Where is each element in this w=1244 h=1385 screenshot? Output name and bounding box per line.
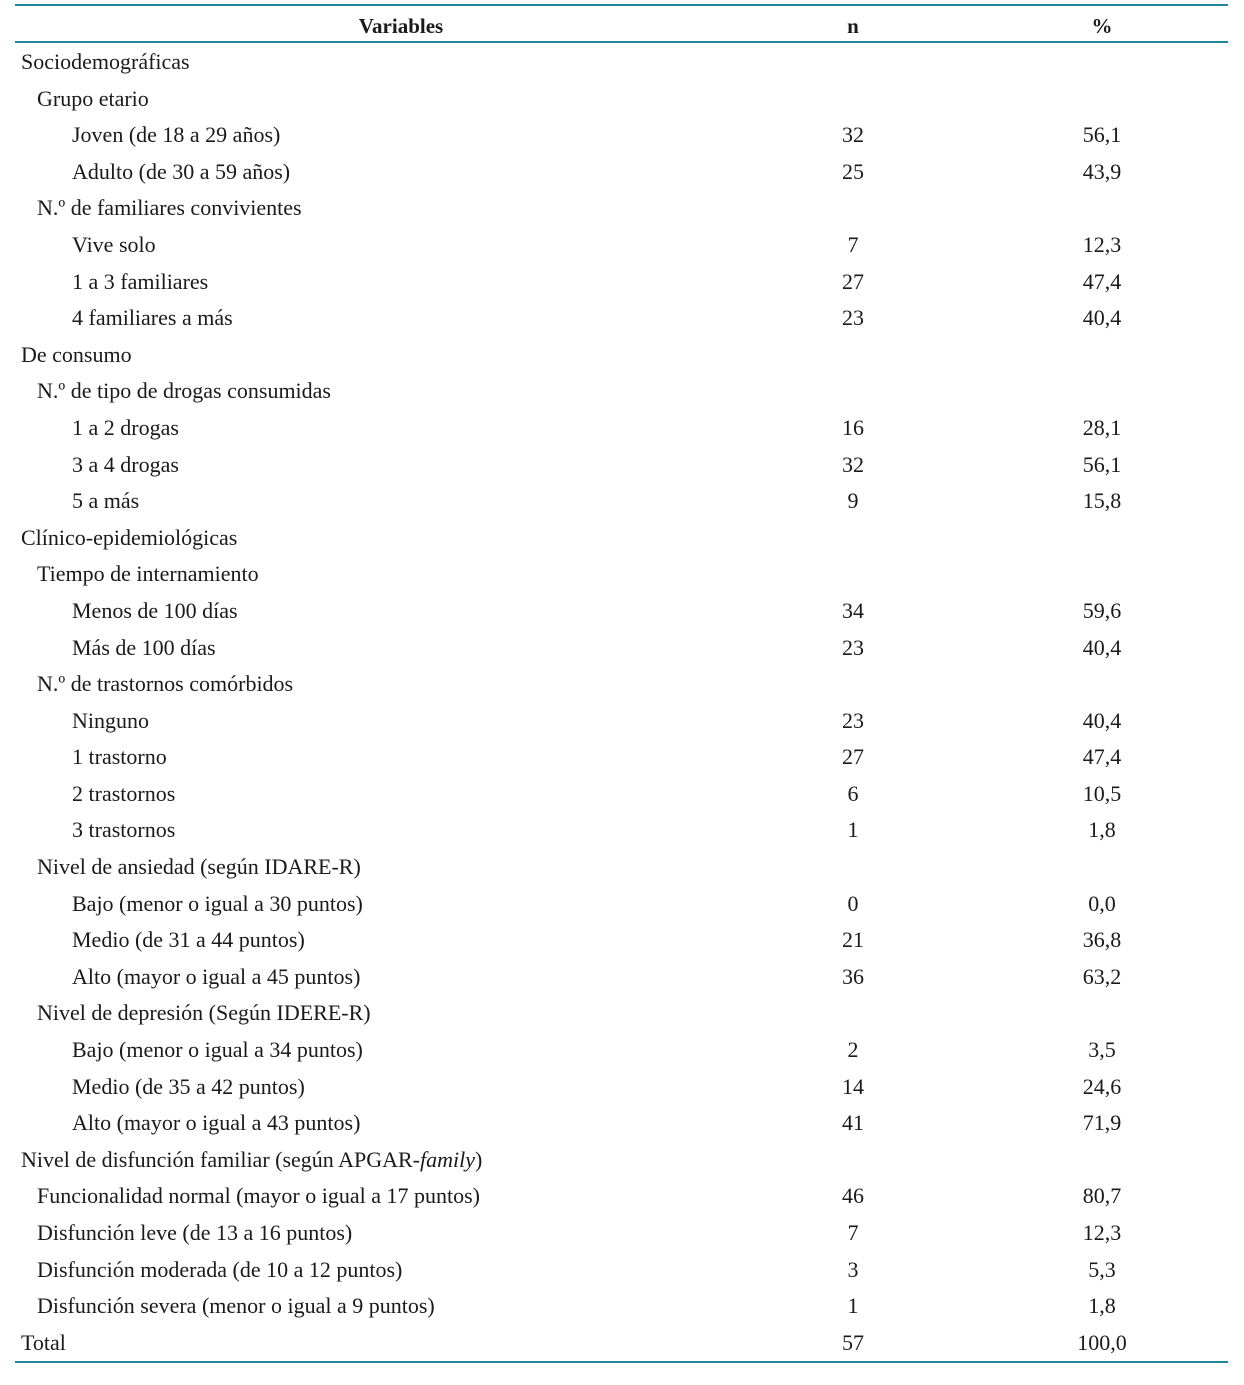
row-label: [72, 922, 305, 959]
row-label-text: De consumo: [21, 341, 132, 367]
row-percent-value: 40,4: [1082, 634, 1122, 660]
table-row-category: [15, 337, 1228, 374]
row-n-value: 16: [842, 414, 864, 440]
row-n-value: 32: [842, 122, 864, 148]
row-percent-value: 63,2: [1082, 963, 1122, 989]
row-n-value: 41: [842, 1110, 864, 1136]
row-label: [37, 1288, 435, 1325]
row-n-value: 21: [842, 927, 864, 953]
row-label: [72, 703, 149, 740]
bottom-rule: [15, 1361, 1228, 1363]
row-label-text: N.º de tipo de drogas consumidas: [37, 378, 331, 404]
row-n-value: 7: [847, 1220, 859, 1245]
table-row: [15, 1069, 1228, 1106]
row-label-text: 4 familiares a más: [72, 305, 233, 331]
row-label: [72, 117, 280, 154]
row-label-text: 1 a 2 drogas: [72, 414, 179, 440]
row-n-value: 32: [842, 451, 864, 477]
row-n-value: 57: [842, 1329, 864, 1355]
row-percent-value: 56,1: [1082, 122, 1122, 148]
row-label-text: Joven (de 18 a 29 años): [72, 122, 281, 148]
row-label-text: Alto (mayor o igual a 43 puntos): [72, 1110, 361, 1136]
row-label-text: Nivel de disfunción familiar (según APGAR-: [21, 1146, 420, 1172]
row-n-value: 34: [842, 597, 864, 623]
row-label-text: 1 trastorno: [72, 744, 167, 770]
row-label-text: Ninguno: [72, 707, 149, 733]
table-row: [15, 593, 1228, 630]
row-n-value: 36: [842, 963, 864, 989]
table-row-subcategory: [15, 995, 1228, 1032]
table-row: [15, 1032, 1228, 1069]
table-row: [15, 483, 1228, 520]
table-row-subcategory: [15, 849, 1228, 886]
row-label: [72, 1069, 305, 1106]
row-percent-value: 12,3: [1082, 1220, 1122, 1245]
row-n-value: 23: [842, 707, 864, 733]
row-label: [37, 666, 293, 703]
row-n-value: 1: [847, 1293, 859, 1319]
table-body: [15, 43, 1228, 1361]
row-label-text: N.º de familiares convivientes: [37, 195, 302, 221]
table-row-subcategory: [15, 1252, 1228, 1289]
row-label-italic: family: [420, 1146, 475, 1172]
row-label-text: Funcionalidad normal (mayor o igual a 17 puntos): [37, 1183, 480, 1209]
row-percent-value: 56,1: [1082, 451, 1122, 477]
row-label: [21, 337, 132, 374]
row-label-text: Grupo etario: [37, 85, 149, 111]
row-percent-value: 1,8: [1088, 817, 1116, 843]
row-label-text: Total: [21, 1329, 66, 1355]
table-row: [15, 300, 1228, 337]
row-percent-value: 40,4: [1082, 305, 1122, 331]
row-n-value: 6: [847, 780, 859, 806]
table-row-subcategory: [15, 373, 1228, 410]
row-label: [72, 776, 175, 813]
row-label: [72, 630, 216, 667]
row-label: [72, 1032, 363, 1069]
row-label: [72, 447, 179, 484]
table-header: [15, 6, 1228, 41]
row-label: [37, 373, 331, 410]
table-row: [15, 227, 1228, 264]
row-label-text: N.º de trastornos comórbidos: [37, 671, 294, 697]
table-row: [15, 447, 1228, 484]
table-row: [15, 812, 1228, 849]
row-label: [72, 300, 233, 337]
data-table: [15, 4, 1228, 1363]
table-row-subcategory: [15, 190, 1228, 227]
table-row: [15, 410, 1228, 447]
row-n-value: 27: [842, 744, 864, 770]
row-percent-value: 1,8: [1088, 1293, 1116, 1319]
row-label-text: Adulto (de 30 a 59 años): [72, 158, 291, 184]
table-row: [15, 703, 1228, 740]
row-n-value: 9: [847, 488, 859, 514]
row-label: [72, 1105, 360, 1142]
row-label-text: Disfunción leve (de 13 a 16 puntos): [37, 1220, 353, 1245]
row-label-text: Alto (mayor o igual a 45 puntos): [72, 963, 361, 989]
row-label-text: Sociodemográficas: [21, 49, 190, 74]
row-label-text: Tiempo de internamiento: [37, 561, 259, 587]
table-row-subcategory: [15, 1178, 1228, 1215]
table-row: [15, 886, 1228, 923]
row-label: [21, 1142, 482, 1179]
row-label-text: Nivel de depresión (Según IDERE-R): [37, 1000, 371, 1026]
row-label-text: 2 trastornos: [72, 780, 176, 806]
row-percent-value: 3,5: [1088, 1037, 1116, 1063]
header-n: n: [847, 14, 859, 38]
table-row: [15, 1105, 1228, 1142]
row-n-value: 46: [842, 1183, 864, 1209]
row-label-text: Bajo (menor o igual a 34 puntos): [72, 1037, 363, 1063]
table-row-subcategory: [15, 1288, 1228, 1325]
row-label: [37, 556, 259, 593]
table-row-category: [15, 520, 1228, 557]
header-variables: Variables: [358, 14, 444, 38]
row-label-text: Clínico-epidemiológicas: [21, 524, 238, 550]
row-n-value: 14: [842, 1073, 864, 1099]
row-percent-value: 12,3: [1082, 231, 1122, 257]
row-percent-value: 71,9: [1082, 1110, 1122, 1136]
row-label: [37, 1178, 480, 1215]
row-label: [72, 593, 238, 630]
row-label-tail: ): [475, 1146, 483, 1172]
row-label: [72, 959, 360, 996]
row-label-text: Medio (de 31 a 44 puntos): [72, 927, 305, 953]
table-row: [15, 776, 1228, 813]
row-percent-value: 43,9: [1082, 158, 1122, 184]
row-n-value: 2: [847, 1037, 859, 1063]
table-row: [15, 154, 1228, 191]
row-percent-value: 59,6: [1082, 597, 1122, 623]
row-label: [37, 1215, 352, 1252]
row-n-value: 27: [842, 268, 864, 294]
row-label-text: Nivel de ansiedad (según IDARE-R): [37, 854, 361, 880]
row-percent-value: 36,8: [1082, 927, 1122, 953]
row-label: [72, 410, 179, 447]
row-percent-value: 80,7: [1082, 1183, 1122, 1209]
table-row-category: [15, 44, 1228, 81]
row-percent-value: 24,6: [1082, 1073, 1122, 1099]
row-percent-value: 15,8: [1082, 488, 1122, 514]
table-row: [15, 630, 1228, 667]
table-row-subcategory: [15, 81, 1228, 118]
table-row-category: [15, 1325, 1228, 1362]
row-percent-value: 10,5: [1082, 780, 1122, 806]
row-percent-value: 40,4: [1082, 707, 1122, 733]
row-label-text: Disfunción severa (menor o igual a 9 puntos): [37, 1293, 435, 1319]
row-n-value: 3: [847, 1256, 859, 1282]
table-row: [15, 922, 1228, 959]
row-n-value: 0: [847, 890, 859, 916]
row-percent-value: 28,1: [1082, 414, 1122, 440]
row-label: [72, 154, 290, 191]
table-row-category: [15, 1142, 1228, 1179]
row-label: [37, 849, 361, 886]
row-label: [37, 995, 371, 1032]
table-row-subcategory: [15, 1215, 1228, 1252]
row-label-text: Menos de 100 días: [72, 597, 238, 623]
header-percent: %: [1091, 14, 1113, 38]
row-label-text: Más de 100 días: [72, 634, 216, 660]
row-label: [37, 190, 302, 227]
table-row: [15, 264, 1228, 301]
row-percent-value: 100,0: [1077, 1329, 1127, 1355]
row-label: [37, 81, 149, 118]
row-n-value: 23: [842, 305, 864, 331]
row-label: [72, 886, 363, 923]
row-label: [21, 44, 190, 81]
table-row-subcategory: [15, 556, 1228, 593]
row-n-value: 23: [842, 634, 864, 660]
table-row-subcategory: [15, 666, 1228, 703]
row-label-text: 5 a más: [72, 488, 140, 514]
row-label: [21, 1325, 66, 1362]
row-label-text: 3 a 4 drogas: [72, 451, 179, 477]
row-label-text: 3 trastornos: [72, 817, 176, 843]
row-label-text: Vive solo: [72, 231, 156, 257]
row-label: [37, 1252, 402, 1289]
row-label: [72, 264, 208, 301]
row-percent-value: 47,4: [1082, 268, 1122, 294]
row-label-text: Medio (de 35 a 42 puntos): [72, 1073, 305, 1099]
row-label: [21, 520, 237, 557]
row-label: [72, 227, 156, 264]
row-label: [72, 483, 139, 520]
row-n-value: 25: [842, 158, 864, 184]
row-percent-value: 47,4: [1082, 744, 1122, 770]
row-percent-value: 5,3: [1088, 1256, 1116, 1282]
row-label-text: Disfunción moderada (de 10 a 12 puntos): [37, 1256, 403, 1282]
row-percent-value: 0,0: [1088, 890, 1116, 916]
row-label: [72, 812, 175, 849]
row-n-value: 7: [847, 231, 859, 257]
row-label-text: Bajo (menor o igual a 30 puntos): [72, 890, 363, 916]
table-row: [15, 117, 1228, 154]
table-row: [15, 739, 1228, 776]
row-label: [72, 739, 167, 776]
row-n-value: 1: [847, 817, 859, 843]
table-row: [15, 959, 1228, 996]
row-label-text: 1 a 3 familiares: [72, 268, 209, 294]
